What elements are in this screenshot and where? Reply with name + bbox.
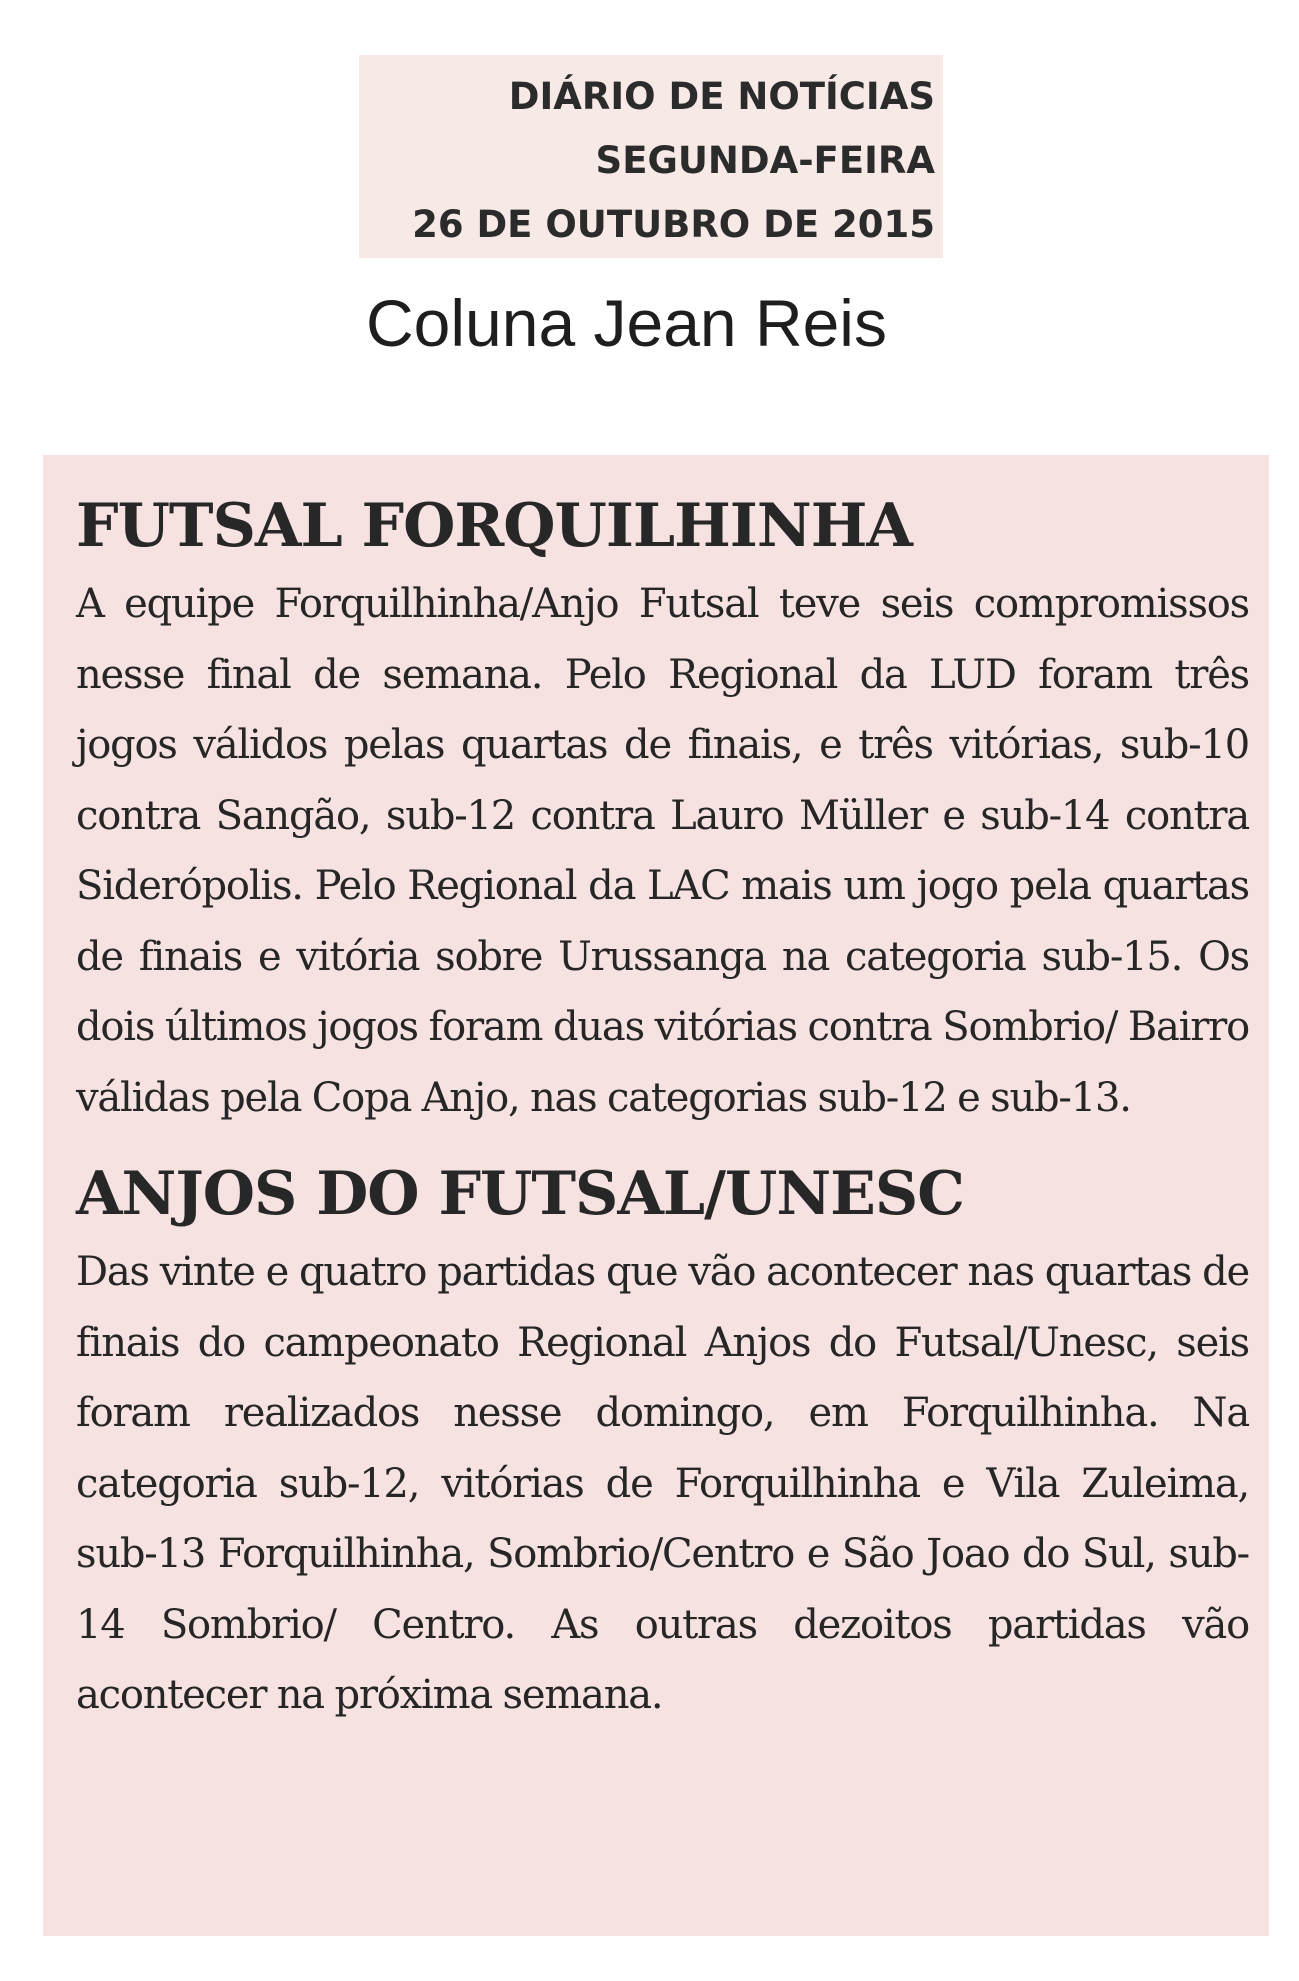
- publication-date: 26 DE OUTUBRO DE 2015: [412, 203, 935, 246]
- article-headline-anjos-do-futsal: ANJOS DO FUTSAL/UNESC: [76, 1159, 964, 1229]
- article-body-futsal-forquilhinha: A equipe Forquilhinha/Anjo Futsal teve seis compromissos nesse final de semana. Pelo Regional da LUD foram três jogos válidos pelas quartas de finais, e três vitórias, sub-10 contra Sangão, sub-12 contra Lauro Müller e sub-14 contra Siderópolis. Pelo Regional da LAC mais um jogo pela quartas de finais e vitória sobre Urussanga na categoria sub-15. Os dois últimos jogos foram duas vitórias contra Sombrio/ Bairro válidas pela Copa Anjo, nas categorias sub-12 e sub-13.: [76, 581, 1249, 1121]
- column-title: Coluna Jean Reis: [366, 286, 887, 360]
- article-headline-futsal-forquilhinha: FUTSAL FORQUILHINHA: [76, 491, 912, 561]
- newspaper-masthead: [359, 55, 943, 258]
- publication-weekday: SEGUNDA-FEIRA: [595, 139, 935, 182]
- newspaper-clipping: [43, 455, 1269, 1936]
- article-body-anjos-do-futsal: Das vinte e quatro partidas que vão acontecer nas quartas de finais do campeonato Regional Anjos do Futsal/Unesc, seis foram realizados nesse domingo, em Forquilhinha. Na categoria sub-12, vitórias de Forquilhinha e Vila Zuleima, sub-13 Forquilhinha, Sombrio/Centro e São Joao do Sul, sub-14 Sombrio/ Centro. As outras dezoitos partidas vão acontecer na próxima semana.: [76, 1249, 1249, 1718]
- newspaper-name: DIÁRIO DE NOTÍCIAS: [508, 75, 935, 118]
